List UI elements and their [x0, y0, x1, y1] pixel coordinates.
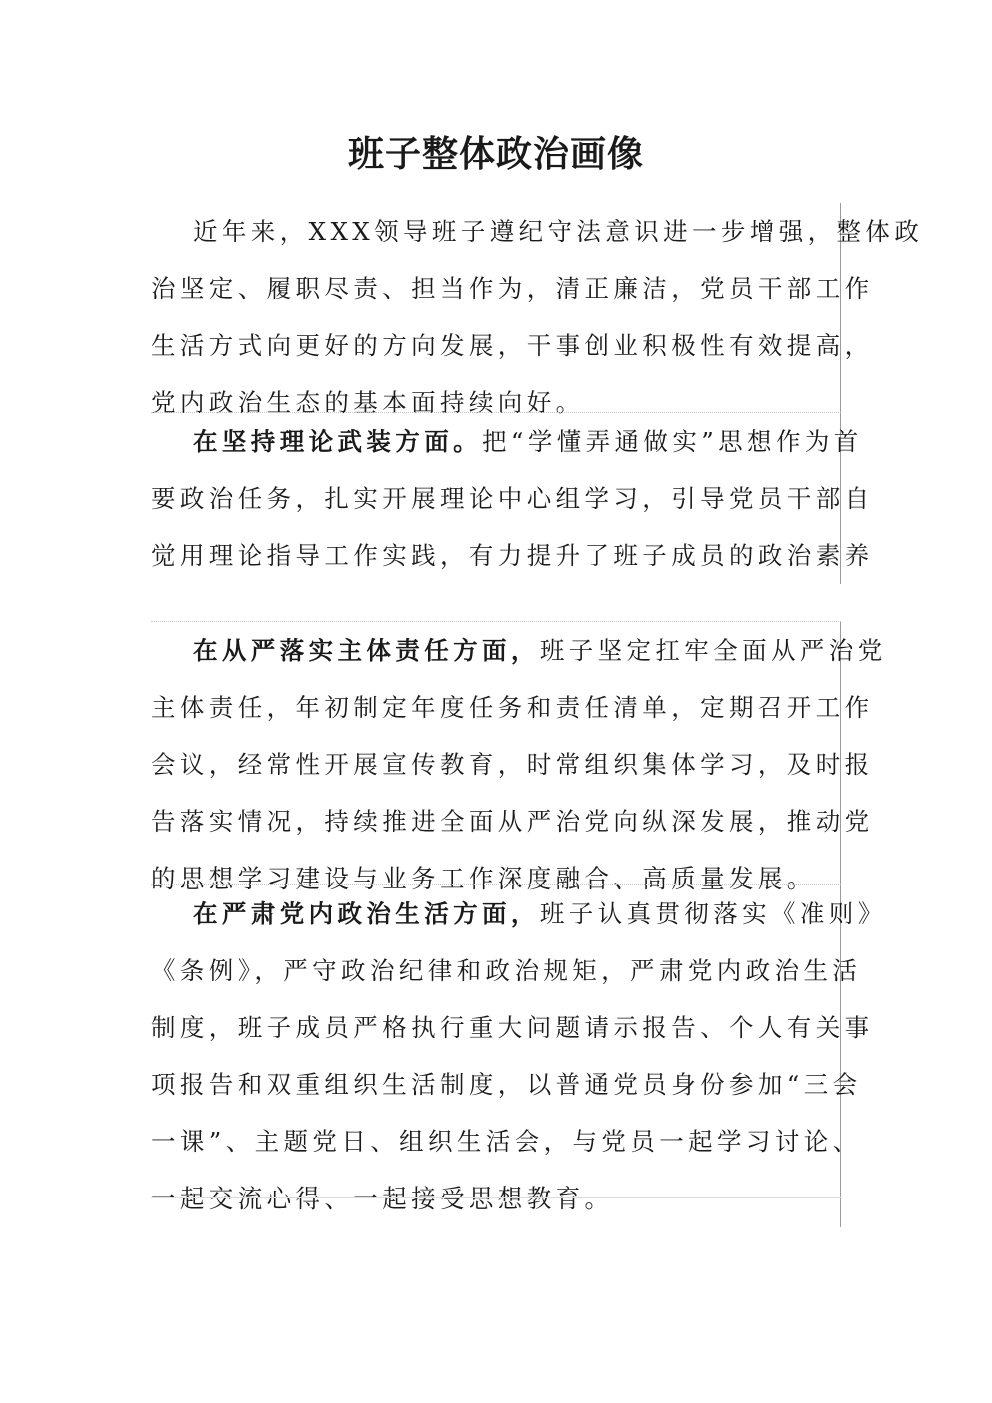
paragraph-line — [151, 413, 863, 470]
paragraph-line: 一起交流心得、一起接受思想教育。 — [151, 1184, 614, 1213]
paragraph-line: 一课”、主题党日、组织生活会，与党员一起学习讨论、 — [151, 1127, 862, 1156]
paragraph-text: 班子认真贯彻落实《准则》 — [539, 899, 887, 928]
paragraph-line: 觉用理论指导工作实践，有力提升了班子成员的政治素养 — [151, 541, 874, 570]
paragraph-text: 把“学懂弄通做实”思想作为首 — [482, 427, 863, 456]
paragraph-line: 的思想学习建设与业务工作深度融合、高质量发展。 — [151, 864, 816, 893]
paragraph-line: 告落实情况，持续推进全面从严治党向纵深发展，推动党 — [151, 807, 874, 836]
paragraph-line — [151, 885, 887, 942]
paragraph-line: 生活方式向更好的方向发展，干事创业积极性有效提高， — [151, 331, 874, 360]
paragraph-line: 近年来，XXX领导班子遵纪守法意识进一步增强，整体政 — [193, 217, 924, 246]
paragraph-line: 治坚定、履职尽责、担当作为，清正廉洁，党员干部工作 — [151, 274, 874, 303]
paragraph-heading: 在严肃党内政治生活方面， — [193, 899, 540, 928]
paragraph-line: 主体责任，年初制定年度任务和责任清单，定期召开工作 — [151, 693, 874, 722]
document-title: 班子整体政治画像 — [347, 133, 644, 175]
paragraph-line: 要政治任务，扎实开展理论中心组学习，引导党员干部自 — [151, 484, 874, 513]
paragraph-line — [151, 622, 887, 679]
paragraph-text: 班子坚定扛牢全面从严治党 — [539, 636, 887, 665]
paragraph-line: 项报告和双重组织生活制度，以普通党员身份参加“三会 — [151, 1070, 862, 1099]
paragraph-intro — [151, 203, 924, 431]
paragraph-political-life — [151, 885, 887, 1227]
section-divider — [151, 1197, 841, 1198]
paragraph-responsibility — [151, 622, 887, 907]
paragraph-line: 制度，班子成员严格执行重大问题请示报告、个人有关事 — [151, 1013, 874, 1042]
paragraph-line: 会议，经常性开展宣传教育，时常组织集体学习，及时报 — [151, 750, 874, 779]
paragraph-line: 党内政治生态的基本面持续向好。 — [151, 388, 585, 417]
paragraph-theory — [151, 413, 874, 584]
paragraph-line: 《条例》，严守政治纪律和政治规矩，严肃党内政治生活 — [151, 956, 862, 985]
paragraph-heading: 在从严落实主体责任方面， — [193, 636, 540, 665]
paragraph-heading: 在坚持理论武装方面。 — [193, 427, 482, 456]
